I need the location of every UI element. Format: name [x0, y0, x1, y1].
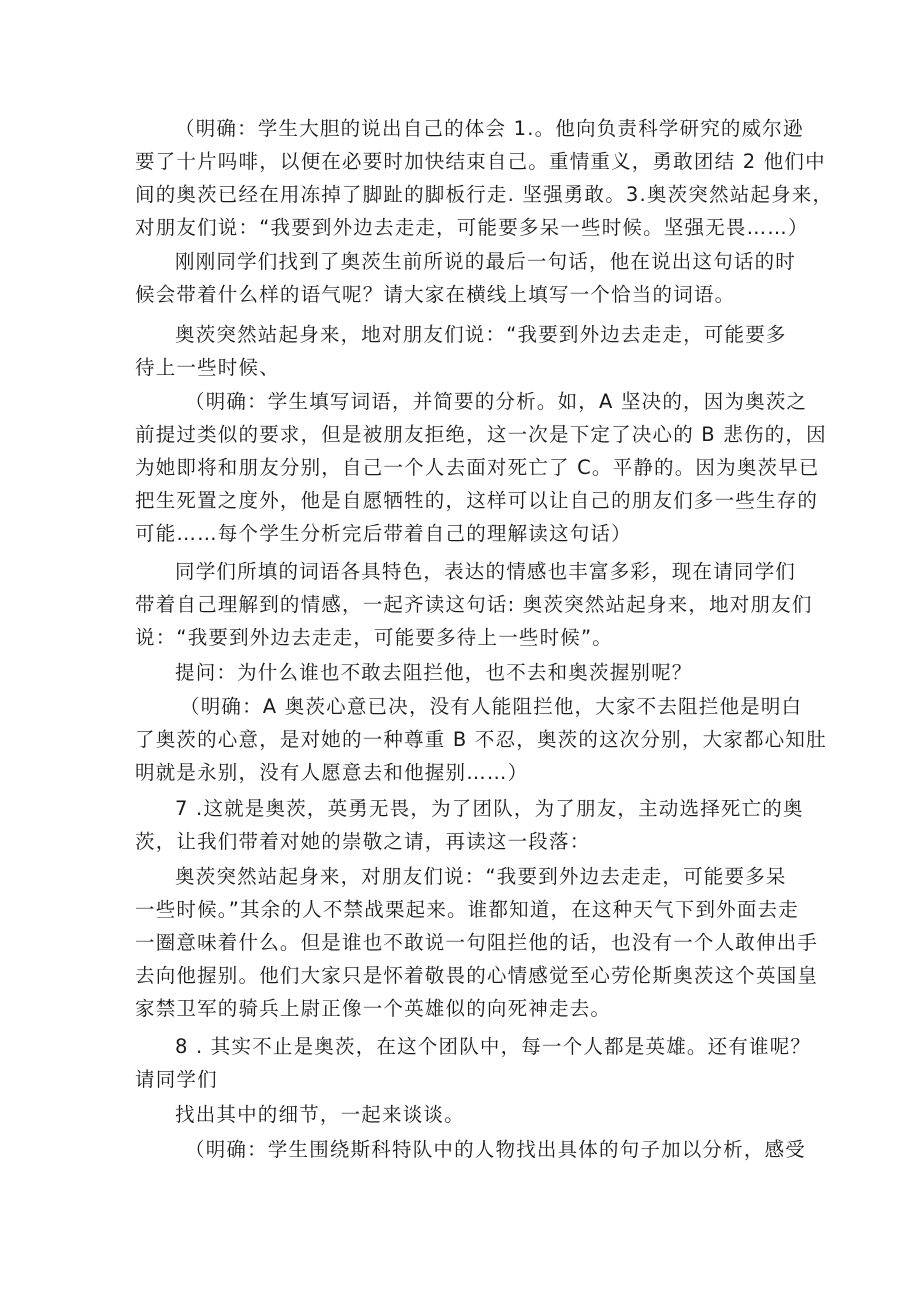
text-line: （明确：学生填写词语，并简要的分析。如，A 坚决的，因为奥茨之	[185, 390, 808, 413]
text-line: 可能……每个学生分析完后带着自己的理解读这句话）	[135, 522, 632, 545]
paragraph	[135, 555, 813, 654]
text-line: 奥茨突然站起身来，对朋友们说：“我要到外边去走走，可能要多呆	[175, 865, 787, 888]
paragraph	[135, 656, 795, 689]
text-line: 对朋友们说：“我要到外边去走走，可能要多呆一些时候。坚强无畏……）	[135, 216, 809, 239]
text-line: 家禁卫军的骑兵上尉正像一个英雄似的向死神走去。	[135, 997, 612, 1020]
text-line: 提问：为什么谁也不敢去阻拦他，也不去和奥茨握别呢？	[175, 661, 693, 684]
paragraph	[135, 860, 819, 1025]
text-line: 找出其中的细节，一起来谈谈。	[175, 1103, 465, 1126]
text-line: 一圈意味着什么。但是谁也不敢说一句阻拦他的话，也没有一个人敢伸出手	[135, 931, 819, 954]
text-line: 请同学们	[135, 1068, 218, 1091]
text-line: 茨，让我们带着对她的崇敬之请，再读这一段落：	[135, 830, 591, 853]
paragraph	[135, 245, 795, 311]
text-line: （明确：A 奥茨心意已决，没有人能阻拦他，大家不去阻拦他是明白	[180, 695, 803, 718]
text-line: 要了十片吗啡，以便在必要时加快结束自己。重情重义，勇敢团结 2 他们中	[135, 150, 826, 173]
text-line: （明确：学生围绕斯科特队中的人物找出具体的句子加以分析，感受	[185, 1138, 807, 1161]
text-line: 带着自己理解到的情感，一起齐读这句话: 奥茨突然站起身来，地对朋友们	[135, 593, 813, 616]
text-line: 明就是永别，没有人愿意去和他握别……）	[135, 761, 529, 784]
text-line: 同学们所填的词语各具特色，表达的情感也丰富多彩，现在请同学们	[175, 560, 797, 583]
paragraph	[135, 385, 827, 550]
text-line: 7 .这就是奥茨，英勇无畏，为了团队，为了朋友，主动选择死亡的奥	[175, 797, 804, 820]
text-line: 说：“我要到外边去走走，可能要多待上一些时候”。	[135, 626, 614, 649]
text-line: 前提过类似的要求，但是被朋友拒绝，这一次是下定了决心的 B 悲伤的，因	[135, 423, 827, 446]
paragraph	[135, 792, 804, 858]
paragraph	[135, 1030, 812, 1096]
text-line: 把生死置之度外，他是自愿牺牲的，这样可以让自己的朋友们多一些生存的	[135, 489, 819, 512]
text-line: 8 . 其实不止是奥茨，在这个团队中，每一个人都是英雄。还有谁呢？	[175, 1035, 812, 1058]
text-line: 待上一些时候、	[135, 356, 280, 379]
paragraph	[135, 1133, 807, 1166]
paragraph	[135, 112, 834, 244]
paragraph	[135, 690, 827, 789]
paragraph	[135, 1098, 795, 1131]
text-line: 了奥茨的心意，是对她的一种尊重 B 不忍，奥茨的这次分别，大家都心知肚	[135, 728, 827, 751]
text-line: 间的奥茨已经在用冻掉了脚趾的脚板行走. 坚强勇敢。3.奥茨突然站起身来，	[135, 183, 834, 206]
paragraph	[135, 318, 795, 384]
text-line: （明确：学生大胆的说出自己的体会 1.。他向负责科学研究的威尔逊	[175, 117, 804, 140]
text-line: 候会带着什么样的语气呢？请大家在横线上填写一个恰当的词语。	[135, 283, 736, 306]
text-line: 为她即将和朋友分别，自己一个人去面对死亡了 C。平静的。因为奥茨早已	[135, 456, 820, 479]
text-line: 去向他握别。他们大家只是怀着敬畏的心情感觉至心劳伦斯奥茨这个英国皇	[135, 964, 819, 987]
text-line: 刚刚同学们找到了奥茨生前所说的最后一句话，他在说出这句话的时	[175, 250, 797, 273]
text-line: 一些时候。”其余的人不禁战栗起来。谁都知道，在这种天气下到外面去走	[135, 898, 799, 921]
text-line: 奥茨突然站起身来，地对朋友们说：“我要到外边去走走，可能要多	[175, 323, 787, 346]
